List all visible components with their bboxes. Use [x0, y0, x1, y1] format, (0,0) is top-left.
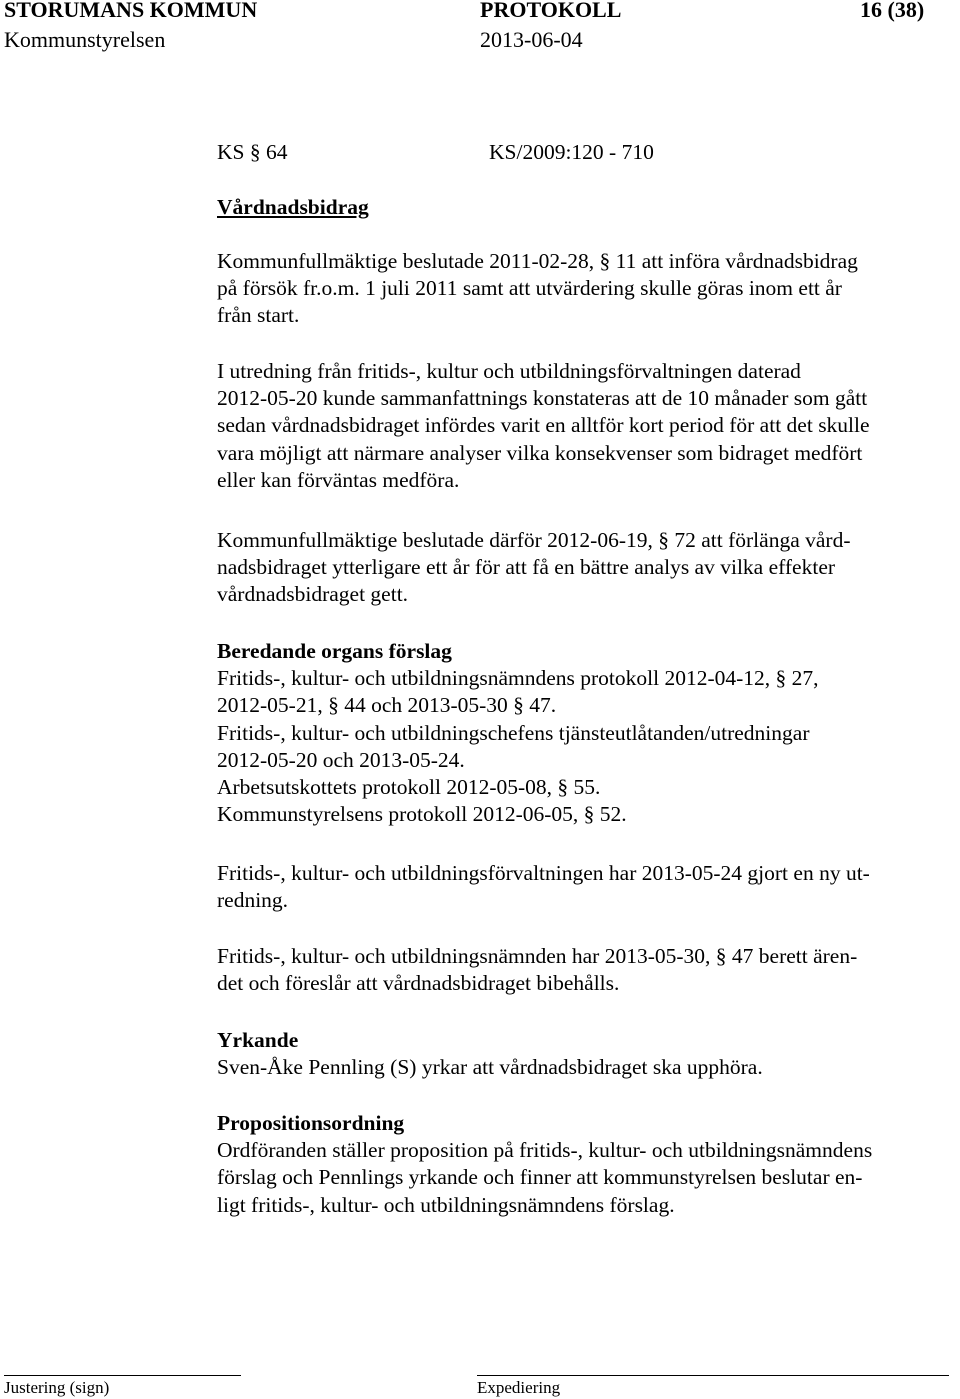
text-line: eller kan förväntas medföra.	[217, 467, 460, 492]
section-number: KS § 64	[217, 140, 288, 164]
text-line: Fritids-, kultur- och utbildningsförvaltningen har 2013-05-24 gjort en ny ut-	[217, 861, 870, 885]
committee-name: Kommunstyrelsen	[4, 27, 166, 52]
text-line: Fritids-, kultur- och utbildningsnämnden har 2013-05-30, § 47 berett ären-	[217, 944, 858, 968]
text-line: Kommunfullmäktige beslutade 2011-02-28, § 11 att införa vårdnadsbidrag	[217, 249, 858, 273]
text-line: Kommunfullmäktige beslutade därför 2012-06-19, § 72 att förlänga vård-	[217, 528, 851, 552]
text-line: ligt fritids-, kultur- och utbildningsnämndens förslag.	[217, 1192, 675, 1217]
new-investigation-paragraph	[217, 860, 957, 914]
page-number: 16 (38)	[860, 0, 925, 22]
text-line: 2012-05-20 kunde sammanfattnings konstateras att de 10 månader som gått	[217, 386, 868, 411]
text-line: Ordföranden ställer proposition på fritids-, kultur- och utbildningsnämndens	[217, 1138, 873, 1163]
text-line: Arbetsutskottets protokoll 2012-05-08, § 55.	[217, 775, 601, 800]
text-line: på försök fr.o.m. 1 juli 2011 samt att utvärdering skulle göras inom ett år	[217, 276, 842, 301]
case-title: Vårdnadsbidrag	[217, 195, 369, 219]
text-line: Fritids-, kultur- och utbildningschefens tjänsteutlåtanden/utredningar	[217, 720, 810, 745]
board-proposal-paragraph	[217, 943, 957, 997]
text-line: vara möjligt att närmare analyser vilka konsekvenser som bidraget medfört	[217, 440, 863, 465]
text-line: nadsbidraget ytterligare ett år för att få en bättre analys av vilka effekter	[217, 555, 836, 580]
extension-paragraph	[217, 527, 957, 609]
municipality-name: STORUMANS KOMMUN	[4, 0, 258, 22]
intro-paragraph	[217, 248, 957, 330]
text-line: 2012-05-21, § 44 och 2013-05-30 § 47.	[217, 693, 557, 718]
voting-order-section	[217, 1110, 957, 1219]
text-line: 2012-05-20 och 2013-05-24.	[217, 747, 465, 772]
motion-section	[217, 1027, 957, 1081]
meeting-date: 2013-06-04	[480, 27, 583, 52]
text-line: Fritids-, kultur- och utbildningsnämndens protokoll 2012-04-12, § 27,	[217, 666, 819, 691]
preparatory-heading: Beredande organs förslag	[217, 639, 452, 663]
voting-order-heading: Propositionsordning	[217, 1111, 405, 1135]
signature-line	[4, 1375, 241, 1376]
text-line: från start.	[217, 303, 300, 328]
text-line: vårdnadsbidraget gett.	[217, 582, 409, 607]
text-line: det och föreslår att vårdnadsbidraget bibehålls.	[217, 971, 620, 996]
case-reference: KS/2009:120 - 710	[489, 140, 654, 164]
document-type: PROTOKOLL	[480, 0, 622, 22]
dispatch-label: Expediering	[477, 1378, 561, 1397]
motion-heading: Yrkande	[217, 1028, 299, 1052]
text-line: redning.	[217, 888, 289, 913]
preparatory-section	[217, 638, 957, 828]
text-line: förslag och Pennlings yrkande och finner att kommunstyrelsen beslutar en-	[217, 1165, 863, 1190]
text-line: sedan vårdnadsbidraget infördes varit en alltför kort period för att det skulle	[217, 413, 870, 438]
text-line: Sven-Åke Pennling (S) yrkar att vårdnadsbidraget ska upphöra.	[217, 1055, 763, 1080]
dispatch-line	[477, 1375, 949, 1376]
investigation-paragraph	[217, 358, 957, 494]
signature-label: Justering (sign)	[4, 1378, 110, 1397]
text-line: I utredning från fritids-, kultur och utbildningsförvaltningen daterad	[217, 359, 801, 383]
text-line: Kommunstyrelsens protokoll 2012-06-05, § 52.	[217, 802, 627, 827]
